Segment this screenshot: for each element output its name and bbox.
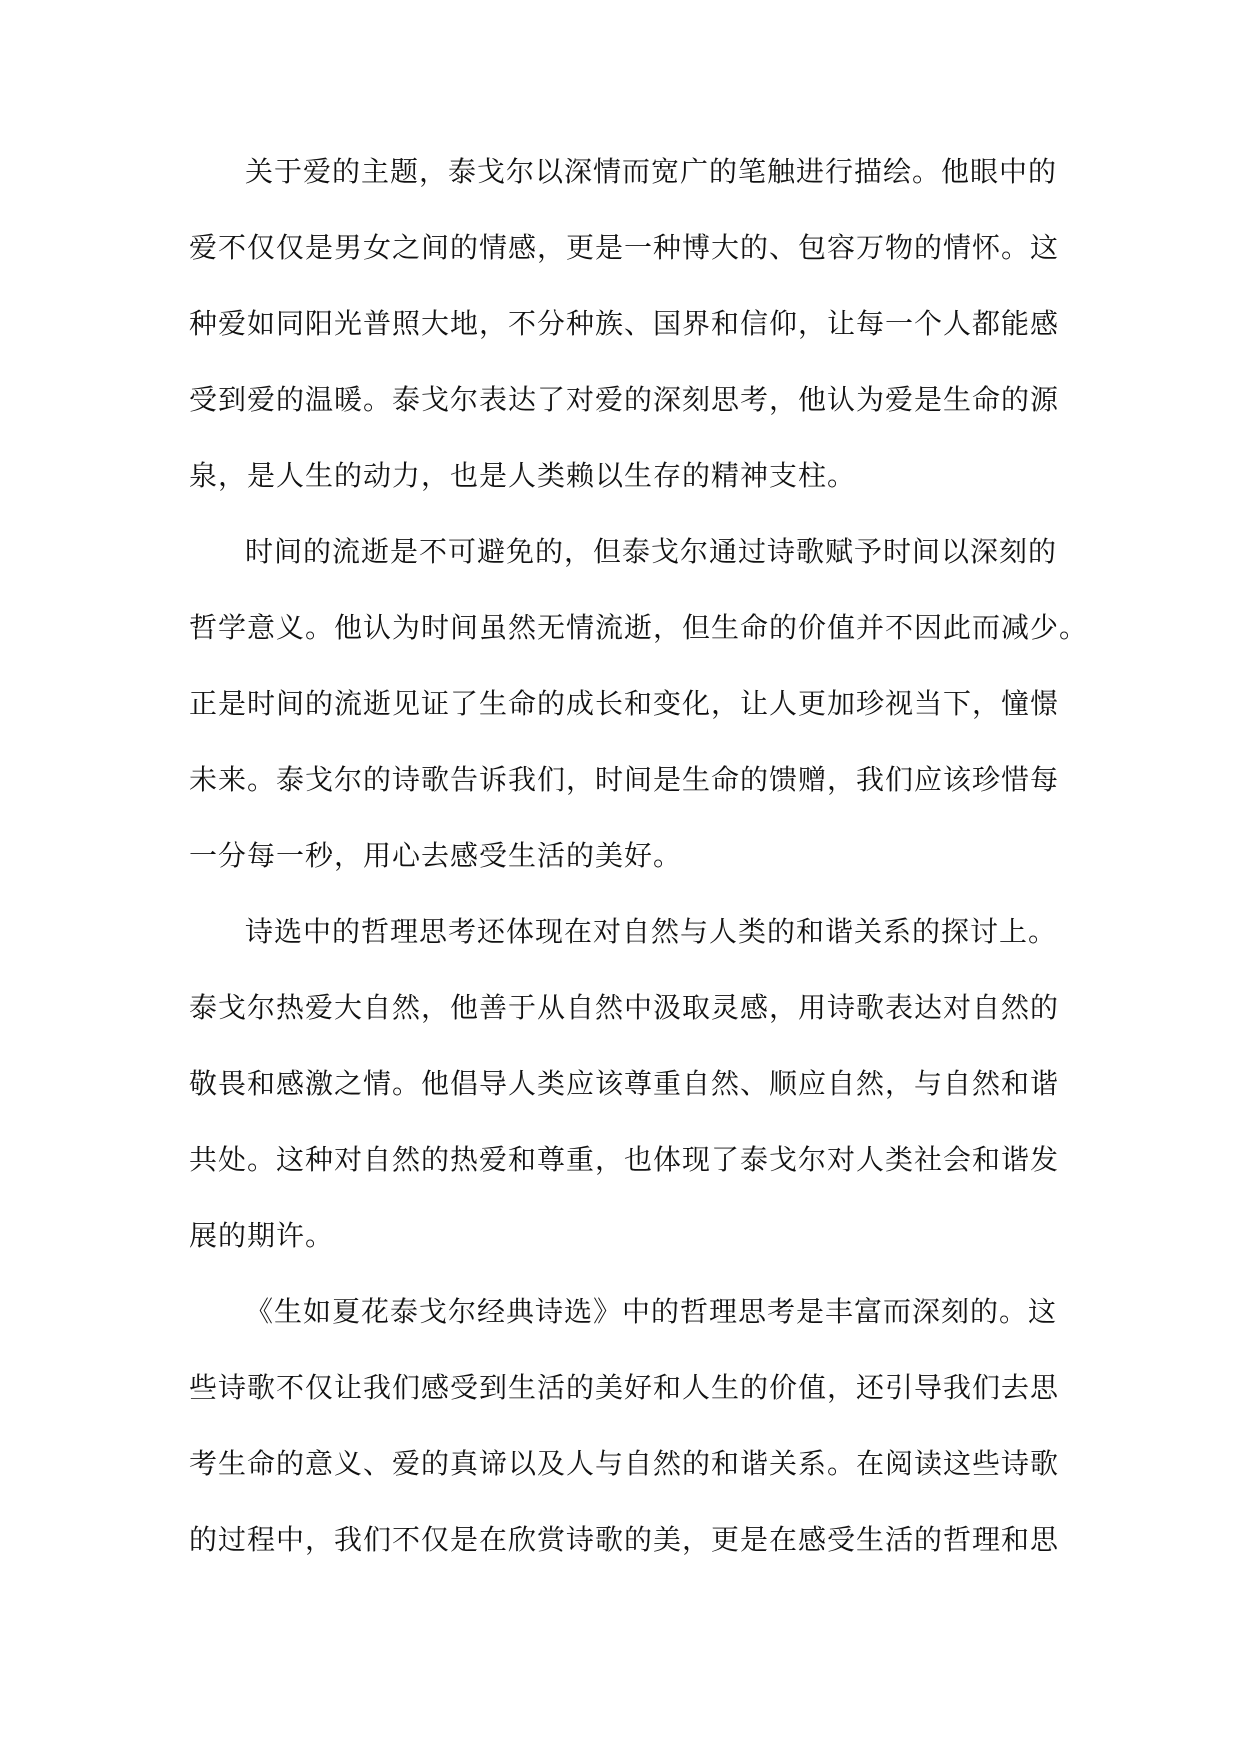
text-line: 泉，是人生的动力，也是人类赖以生存的精神支柱。 (189, 459, 857, 492)
body-text (189, 148, 1089, 1592)
paragraph-time (189, 528, 1089, 908)
text-line: 些诗歌不仅让我们感受到生活的美好和人生的价值，还引导我们去思 (189, 1371, 1060, 1404)
text-line: 受到爱的温暖。泰戈尔表达了对爱的深刻思考，他认为爱是生命的源 (189, 383, 1060, 416)
text-line: 敬畏和感激之情。他倡导人类应该尊重自然、顺应自然，与自然和谐 (189, 1067, 1060, 1100)
text-line: 共处。这种对自然的热爱和尊重，也体现了泰戈尔对人类社会和谐发 (189, 1143, 1060, 1176)
text-line: 关于爱的主题，泰戈尔以深情而宽广的笔触进行描绘。他眼中的 (245, 155, 1058, 188)
text-line: 时间的流逝是不可避免的，但泰戈尔通过诗歌赋予时间以深刻的 (245, 535, 1058, 568)
text-line: 诗选中的哲理思考还体现在对自然与人类的和谐关系的探讨上。 (245, 915, 1058, 948)
text-line: 未来。泰戈尔的诗歌告诉我们，时间是生命的馈赠，我们应该珍惜每 (189, 763, 1060, 796)
text-line: 爱不仅仅是男女之间的情感，更是一种博大的、包容万物的情怀。这 (189, 231, 1060, 264)
paragraph-nature (189, 908, 1060, 1288)
text-line: 正是时间的流逝见证了生命的成长和变化，让人更加珍视当下，憧憬 (189, 687, 1060, 720)
text-line: 一分每一秒，用心去感受生活的美好。 (189, 839, 683, 872)
text-line: 泰戈尔热爱大自然，他善于从自然中汲取灵感，用诗歌表达对自然的 (189, 991, 1060, 1024)
text-line: 考生命的意义、爱的真谛以及人与自然的和谐关系。在阅读这些诗歌 (189, 1447, 1060, 1480)
text-line: 展的期许。 (189, 1219, 335, 1252)
paragraph-conclusion (189, 1288, 1060, 1592)
paragraph-love (189, 148, 1060, 528)
text-line: 哲学意义。他认为时间虽然无情流逝，但生命的价值并不因此而减少。 (189, 611, 1089, 644)
text-line: 种爱如同阳光普照大地，不分种族、国界和信仰，让每一个人都能感 (189, 307, 1060, 340)
text-line: 《生如夏花泰戈尔经典诗选》中的哲理思考是丰富而深刻的。这 (245, 1295, 1058, 1328)
text-line: 的过程中，我们不仅是在欣赏诗歌的美，更是在感受生活的哲理和思 (189, 1523, 1060, 1556)
